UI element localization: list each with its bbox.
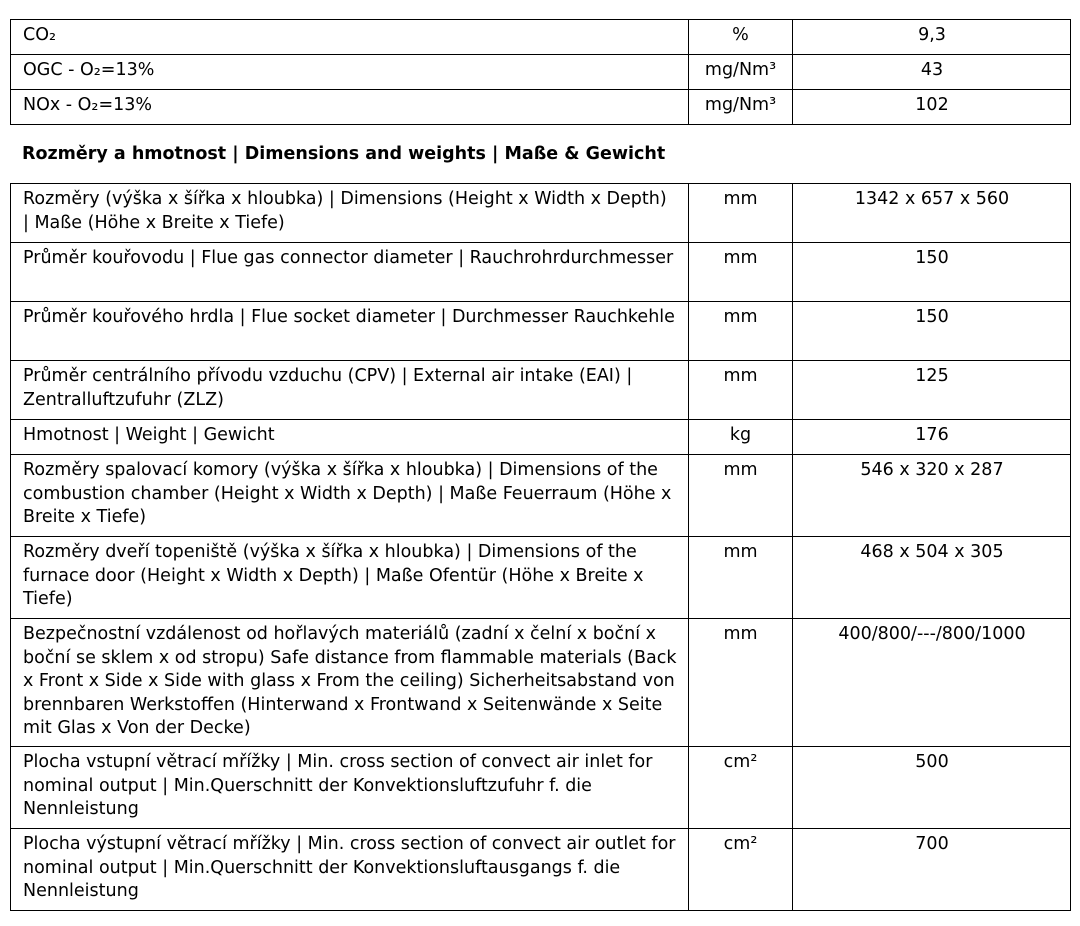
value-cell: 700 [793,829,1071,911]
unit-cell: cm² [689,829,793,911]
value-cell: 102 [793,90,1071,125]
value-cell: 400/800/---/800/1000 [793,619,1071,747]
table-row [11,420,1071,455]
emissions-table [10,19,1071,125]
table-row [11,537,1071,619]
unit-cell: mm [689,243,793,302]
unit-cell: mm [689,361,793,420]
parameter-cell: Průměr kouřovodu | Flue gas connector diameter | Rauchrohrdurchmesser [11,243,689,302]
value-cell: 468 x 504 x 305 [793,537,1071,619]
parameter-cell: Rozměry dveří topeniště (výška x šířka x hloubka) | Dimensions of the furnace door (Height x Width x Depth) | Maße Ofentür (Höhe x Breite x Tiefe) [11,537,689,619]
table-row [11,829,1071,911]
table-row [11,55,1071,90]
dimensions-table [10,183,1071,911]
table-row [11,619,1071,747]
parameter-cell: OGC - O₂=13% [11,55,689,90]
value-cell: 9,3 [793,20,1071,55]
unit-cell: kg [689,420,793,455]
value-cell: 125 [793,361,1071,420]
value-cell: 546 x 320 x 287 [793,455,1071,537]
unit-cell: mg/Nm³ [689,55,793,90]
parameter-cell: Průměr centrálního přívodu vzduchu (CPV) | External air intake (EAI) | Zentralluftzufuhr (ZLZ) [11,361,689,420]
value-cell: 1342 x 657 x 560 [793,184,1071,243]
section-title: Rozměry a hmotnost | Dimensions and weights | Maße & Gewicht [22,144,666,164]
value-cell: 500 [793,747,1071,829]
table-row [11,455,1071,537]
parameter-cell: CO₂ [11,20,689,55]
unit-cell: % [689,20,793,55]
table-row [11,184,1071,243]
table-row [11,20,1071,55]
unit-cell: mm [689,537,793,619]
unit-cell: mm [689,619,793,747]
table-row [11,243,1071,302]
table-row [11,361,1071,420]
value-cell: 150 [793,302,1071,361]
table-row [11,747,1071,829]
table-row [11,90,1071,125]
parameter-cell: Plocha vstupní větrací mřížky | Min. cross section of convect air inlet for nominal output | Min.Querschnitt der Konvektionsluftzufuhr f. die Nennleistung [11,747,689,829]
parameter-cell: Bezpečnostní vzdálenost od hořlavých materiálů (zadní x čelní x boční x boční se sklem x od stropu) Safe distance from flammable materials (Back x Front x Side x Side with glass x From the ceiling) Sicherheitsabstand von brennbaren Werkstoffen (Hinterwand x Frontwand x Seitenwände x Seite mit Glas x Von der Decke) [11,619,689,747]
unit-cell: mm [689,302,793,361]
parameter-cell: NOx - O₂=13% [11,90,689,125]
parameter-cell: Průměr kouřového hrdla | Flue socket diameter | Durchmesser Rauchkehle [11,302,689,361]
value-cell: 176 [793,420,1071,455]
value-cell: 150 [793,243,1071,302]
unit-cell: mg/Nm³ [689,90,793,125]
parameter-cell: Rozměry (výška x šířka x hloubka) | Dimensions (Height x Width x Depth) | Maße (Höhe x Breite x Tiefe) [11,184,689,243]
parameter-cell: Plocha výstupní větrací mřížky | Min. cross section of convect air outlet for nominal output | Min.Querschnitt der Konvektionsluftausgangs f. die Nennleistung [11,829,689,911]
unit-cell: mm [689,184,793,243]
parameter-cell: Hmotnost | Weight | Gewicht [11,420,689,455]
value-cell: 43 [793,55,1071,90]
unit-cell: mm [689,455,793,537]
table-row [11,302,1071,361]
parameter-cell: Rozměry spalovací komory (výška x šířka x hloubka) | Dimensions of the combustion chamber (Height x Width x Depth) | Maße Feuerraum (Höhe x Breite x Tiefe) [11,455,689,537]
unit-cell: cm² [689,747,793,829]
